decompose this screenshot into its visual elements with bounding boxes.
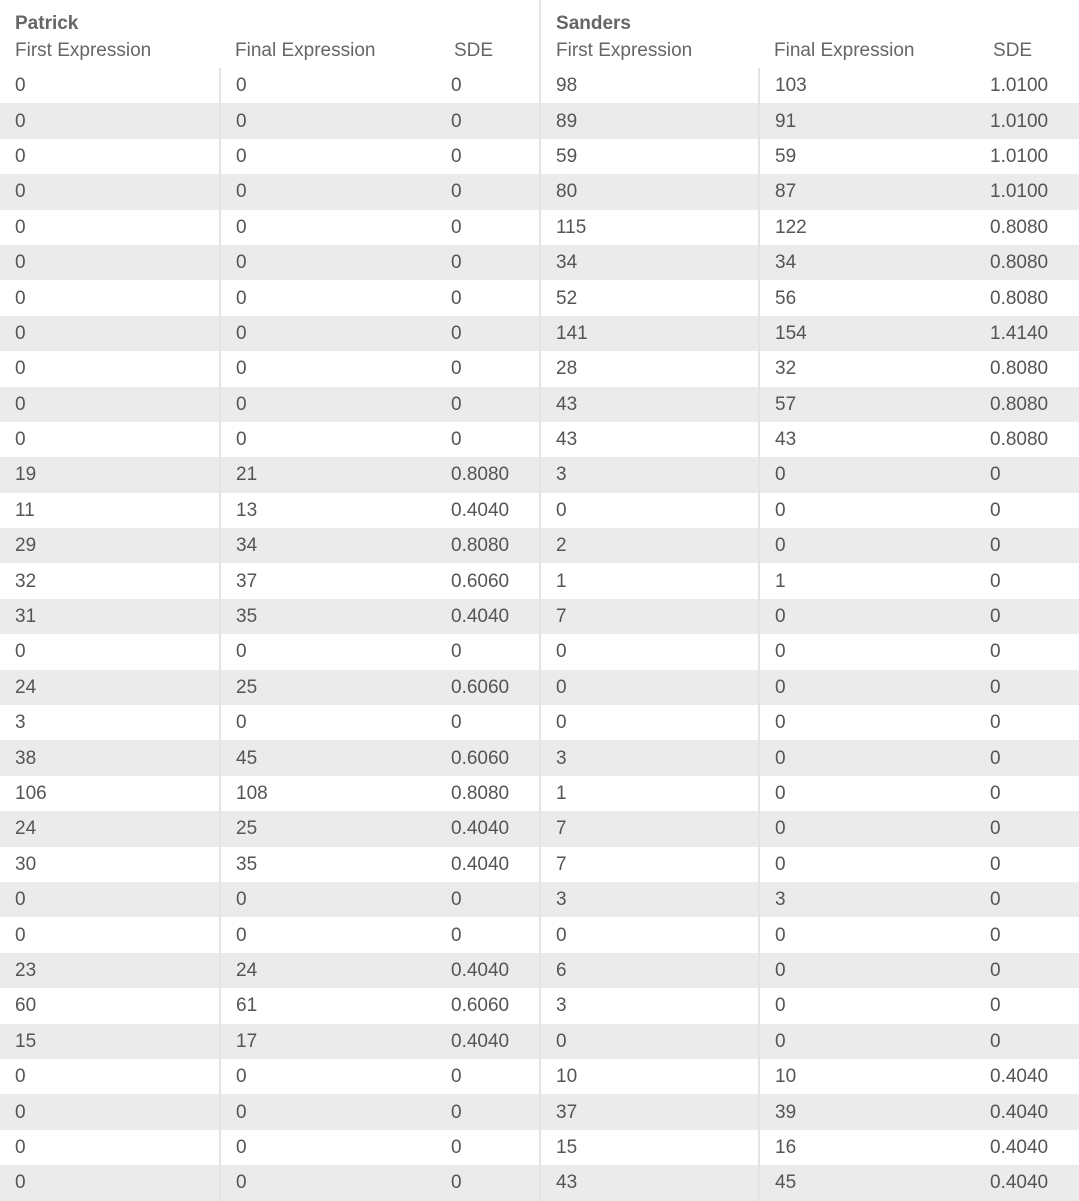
- patrick-sde-cell: 0: [439, 882, 540, 917]
- patrick-final-expression-cell: 34: [220, 528, 439, 563]
- sanders-sde-cell: 0: [978, 1024, 1079, 1059]
- sanders-final-expression-cell: 0: [759, 917, 978, 952]
- table-row[interactable]: [0, 776, 1079, 811]
- patrick-first-expression-cell: 11: [15, 499, 35, 521]
- sanders-final-expression-cell: 57: [759, 387, 978, 422]
- patrick-final-expression-cell: 13: [220, 493, 439, 528]
- sanders-final-expression-cell: 0: [759, 953, 978, 988]
- patrick-final-expression-cell: 0: [220, 1130, 439, 1165]
- sanders-first-expression-cell: 0: [540, 917, 759, 952]
- table-row[interactable]: [0, 316, 1079, 351]
- sanders-final-expression-cell: 34: [759, 245, 978, 280]
- patrick-sde-cell: 0.8080: [439, 528, 540, 563]
- patrick-first-expression-cell: 0: [15, 924, 26, 946]
- patrick-final-expression-cell: 0: [220, 1059, 439, 1094]
- patrick-sde-cell: 0: [439, 103, 540, 138]
- sanders-first-expression-cell: 10: [540, 1059, 759, 1094]
- patrick-sde-cell: 0: [439, 387, 540, 422]
- sanders-final-expression-cell: 0: [759, 599, 978, 634]
- column-header-patrick-final-expression[interactable]: Final Expression: [235, 40, 376, 61]
- sanders-final-expression-cell: 91: [759, 103, 978, 138]
- patrick-final-expression-cell: 37: [220, 563, 439, 598]
- patrick-final-expression-cell: 0: [220, 634, 439, 669]
- table-row[interactable]: [0, 280, 1079, 315]
- patrick-sde-cell: 0: [451, 358, 462, 380]
- sanders-first-expression-cell: 141: [540, 316, 759, 351]
- patrick-first-expression-cell: 0: [0, 387, 220, 422]
- patrick-first-expression-cell: 0: [0, 1165, 220, 1200]
- patrick-sde-cell: 0.6060: [439, 740, 540, 775]
- patrick-first-expression-cell: 29: [0, 528, 220, 563]
- sanders-sde-cell: 0.8080: [990, 358, 1049, 380]
- table-row[interactable]: [0, 68, 1079, 103]
- patrick-sde-cell: 0.4040: [439, 599, 540, 634]
- sanders-final-expression-cell: 10: [759, 1059, 978, 1094]
- sanders-sde-cell: 0: [990, 995, 1001, 1017]
- sanders-first-expression-cell: 0: [540, 705, 759, 740]
- table-row[interactable]: [0, 1024, 1079, 1059]
- sanders-final-expression-cell: 0: [759, 740, 978, 775]
- patrick-sde-cell: 0.4040: [439, 811, 540, 846]
- table-row[interactable]: [0, 422, 1079, 457]
- sanders-first-expression-cell: 1: [540, 776, 759, 811]
- table-row[interactable]: [0, 174, 1079, 209]
- patrick-first-expression-cell: 0: [15, 1066, 26, 1088]
- patrick-sde-cell: 0.8080: [451, 783, 510, 804]
- sanders-sde-cell: 1.0100: [978, 174, 1079, 209]
- patrick-final-expression-cell: 45: [220, 740, 439, 775]
- patrick-final-expression-cell: 0: [220, 917, 439, 952]
- sanders-sde-cell: 0.4040: [978, 1094, 1079, 1129]
- sanders-final-expression-cell: 0: [759, 1024, 978, 1059]
- sanders-final-expression-cell: 1: [759, 563, 978, 598]
- patrick-sde-cell: 0: [451, 216, 462, 238]
- patrick-first-expression-cell: 0: [0, 103, 220, 138]
- table-row[interactable]: [0, 988, 1079, 1023]
- patrick-final-expression-cell: 0: [220, 245, 439, 280]
- patrick-final-expression-cell: 24: [220, 953, 439, 988]
- patrick-final-expression-cell: 0: [220, 387, 439, 422]
- sanders-sde-cell: 0.4040: [978, 1165, 1079, 1200]
- sanders-sde-cell: 0.8080: [990, 216, 1049, 238]
- sanders-sde-cell: 0: [990, 924, 1001, 946]
- patrick-first-expression-cell: 0: [0, 316, 220, 351]
- patrick-final-expression-cell: 0: [220, 139, 439, 174]
- sanders-sde-cell: 0: [978, 740, 1079, 775]
- sanders-first-expression-cell: 7: [540, 811, 759, 846]
- sanders-sde-cell: 0: [990, 641, 1001, 663]
- sanders-sde-cell: 0: [990, 570, 1001, 592]
- sanders-final-expression-cell: 56: [759, 280, 978, 315]
- table-row[interactable]: [0, 634, 1079, 669]
- sanders-sde-cell: 0: [990, 783, 1001, 804]
- table-row[interactable]: [0, 528, 1079, 563]
- patrick-first-expression-cell: 0: [0, 882, 220, 917]
- sanders-sde-cell: 0: [978, 528, 1079, 563]
- sanders-first-expression-cell: 115: [540, 210, 759, 245]
- patrick-sde-cell: 0: [451, 1066, 462, 1088]
- sanders-sde-cell: 0: [978, 599, 1079, 634]
- patrick-sde-cell: 0: [451, 145, 462, 167]
- patrick-first-expression-cell: 0: [15, 641, 26, 663]
- table-row[interactable]: [0, 705, 1079, 740]
- table-row[interactable]: [0, 493, 1079, 528]
- column-header-sanders-sde[interactable]: SDE: [993, 40, 1033, 61]
- sanders-sde-cell: 0.8080: [990, 429, 1049, 451]
- patrick-final-expression-cell: 0: [220, 1094, 439, 1129]
- sanders-final-expression-cell: 0: [759, 705, 978, 740]
- sanders-final-expression-cell: 3: [759, 882, 978, 917]
- table-row[interactable]: [0, 457, 1079, 492]
- table-row[interactable]: [0, 882, 1079, 917]
- patrick-final-expression-cell: 25: [220, 670, 439, 705]
- sanders-final-expression-cell: 0: [759, 776, 978, 811]
- column-header-patrick-first-expression[interactable]: First Expression: [15, 40, 152, 61]
- sanders-final-expression-cell: 103: [759, 68, 978, 103]
- sanders-sde-cell: 0.4040: [990, 1066, 1049, 1088]
- sanders-first-expression-cell: 43: [540, 422, 759, 457]
- patrick-sde-cell: 0: [451, 287, 462, 309]
- sanders-first-expression-cell: 3: [540, 740, 759, 775]
- sanders-sde-cell: 0: [990, 712, 1001, 734]
- patrick-sde-cell: 0.6060: [439, 670, 540, 705]
- table-row[interactable]: [0, 351, 1079, 386]
- sanders-first-expression-cell: 2: [540, 528, 759, 563]
- sanders-sde-cell: 0: [990, 853, 1001, 875]
- patrick-final-expression-cell: 35: [220, 847, 439, 882]
- table-row[interactable]: [0, 740, 1079, 775]
- patrick-first-expression-cell: 15: [0, 1024, 220, 1059]
- sanders-first-expression-cell: 98: [540, 68, 759, 103]
- patrick-final-expression-cell: 0: [220, 882, 439, 917]
- sanders-final-expression-cell: 0: [759, 670, 978, 705]
- table-row[interactable]: [0, 917, 1079, 952]
- patrick-first-expression-cell: 31: [0, 599, 220, 634]
- patrick-sde-cell: 0: [451, 429, 462, 451]
- sanders-sde-cell: 0.8080: [990, 287, 1049, 309]
- sanders-first-expression-cell: 34: [540, 245, 759, 280]
- patrick-final-expression-cell: 0: [220, 210, 439, 245]
- sanders-first-expression-cell: 0: [540, 493, 759, 528]
- sanders-final-expression-cell: 39: [759, 1094, 978, 1129]
- patrick-sde-cell: 0: [451, 924, 462, 946]
- group-header-patrick: Patrick: [15, 13, 79, 34]
- patrick-final-expression-cell: 0: [220, 1165, 439, 1200]
- table-row[interactable]: [0, 210, 1079, 245]
- patrick-first-expression-cell: 23: [0, 953, 220, 988]
- patrick-final-expression-cell: 0: [220, 68, 439, 103]
- sanders-final-expression-cell: 16: [759, 1130, 978, 1165]
- patrick-sde-cell: 0: [439, 245, 540, 280]
- patrick-sde-cell: 0: [451, 641, 462, 663]
- patrick-first-expression-cell: 3: [15, 712, 26, 734]
- table-row[interactable]: [0, 599, 1079, 634]
- sanders-final-expression-cell: 0: [759, 493, 978, 528]
- sanders-final-expression-cell: 0: [759, 528, 978, 563]
- patrick-final-expression-cell: 0: [220, 280, 439, 315]
- table-row[interactable]: [0, 387, 1079, 422]
- sanders-sde-cell: 0.8080: [978, 245, 1079, 280]
- patrick-final-expression-cell: 35: [220, 599, 439, 634]
- patrick-sde-cell: 0.4040: [451, 499, 510, 521]
- sanders-final-expression-cell: 0: [759, 988, 978, 1023]
- patrick-first-expression-cell: 0: [15, 358, 26, 380]
- sanders-sde-cell: 1.0100: [990, 145, 1049, 167]
- sanders-final-expression-cell: 87: [759, 174, 978, 209]
- patrick-sde-cell: 0: [439, 174, 540, 209]
- sanders-first-expression-cell: 0: [540, 634, 759, 669]
- patrick-final-expression-cell: 21: [220, 457, 439, 492]
- patrick-sde-cell: 0: [439, 316, 540, 351]
- patrick-first-expression-cell: 0: [0, 174, 220, 209]
- sanders-final-expression-cell: 154: [759, 316, 978, 351]
- patrick-first-expression-cell: 0: [0, 245, 220, 280]
- sanders-first-expression-cell: 80: [540, 174, 759, 209]
- patrick-first-expression-cell: 0: [15, 287, 26, 309]
- patrick-sde-cell: 0: [451, 712, 462, 734]
- sanders-final-expression-cell: 0: [759, 847, 978, 882]
- sanders-final-expression-cell: 0: [759, 634, 978, 669]
- sanders-first-expression-cell: 43: [540, 387, 759, 422]
- sanders-sde-cell: 0.4040: [990, 1136, 1049, 1158]
- sanders-first-expression-cell: 59: [540, 139, 759, 174]
- sanders-first-expression-cell: 0: [540, 1024, 759, 1059]
- table-row[interactable]: [0, 103, 1079, 138]
- sanders-first-expression-cell: 37: [540, 1094, 759, 1129]
- sanders-first-expression-cell: 7: [540, 599, 759, 634]
- patrick-sde-cell: 0.4040: [439, 1024, 540, 1059]
- table-header: [0, 0, 1079, 68]
- sanders-sde-cell: 0: [978, 882, 1079, 917]
- patrick-final-expression-cell: 0: [220, 316, 439, 351]
- patrick-sde-cell: 0: [439, 1165, 540, 1200]
- sanders-sde-cell: 0: [978, 670, 1079, 705]
- patrick-final-expression-cell: 0: [220, 174, 439, 209]
- sanders-first-expression-cell: 43: [540, 1165, 759, 1200]
- column-header-sanders-first-expression[interactable]: First Expression: [540, 36, 759, 68]
- patrick-sde-cell: 0.6060: [451, 570, 510, 592]
- sanders-first-expression-cell: 3: [540, 882, 759, 917]
- patrick-sde-cell: 0.4040: [451, 853, 510, 875]
- sanders-final-expression-cell: 43: [759, 422, 978, 457]
- patrick-first-expression-cell: 0: [15, 216, 26, 238]
- sanders-first-expression-cell: 28: [540, 351, 759, 386]
- table-row[interactable]: [0, 1094, 1079, 1129]
- table-row[interactable]: [0, 1059, 1079, 1094]
- table-row[interactable]: [0, 847, 1079, 882]
- patrick-first-expression-cell: 24: [0, 670, 220, 705]
- patrick-first-expression-cell: 24: [0, 811, 220, 846]
- patrick-first-expression-cell: 60: [15, 995, 37, 1017]
- table-row[interactable]: [0, 953, 1079, 988]
- sanders-final-expression-cell: 59: [759, 139, 978, 174]
- patrick-first-expression-cell: 0: [15, 429, 26, 451]
- patrick-final-expression-cell: 61: [220, 988, 439, 1023]
- sanders-sde-cell: 1.4140: [978, 316, 1079, 351]
- patrick-sde-cell: 0.8080: [439, 457, 540, 492]
- group-header-sanders: Sanders: [540, 0, 1079, 36]
- patrick-sde-cell: 0.4040: [439, 953, 540, 988]
- sanders-sde-cell: 0.8080: [978, 387, 1079, 422]
- patrick-final-expression-cell: 0: [220, 103, 439, 138]
- patrick-first-expression-cell: 106: [15, 783, 47, 804]
- patrick-sde-cell: 0: [439, 1094, 540, 1129]
- sanders-first-expression-cell: 0: [540, 670, 759, 705]
- table-row[interactable]: [0, 670, 1079, 705]
- table-row[interactable]: [0, 811, 1079, 846]
- patrick-sde-cell: 0.6060: [451, 995, 510, 1017]
- sanders-sde-cell: 0: [978, 953, 1079, 988]
- table-row[interactable]: [0, 1165, 1079, 1200]
- sanders-sde-cell: 1.0100: [990, 75, 1049, 97]
- patrick-first-expression-cell: 32: [15, 570, 37, 592]
- patrick-first-expression-cell: 19: [0, 457, 220, 492]
- sanders-first-expression-cell: 89: [540, 103, 759, 138]
- sanders-first-expression-cell: 52: [540, 280, 759, 315]
- sanders-first-expression-cell: 7: [540, 847, 759, 882]
- patrick-first-expression-cell: 0: [15, 145, 26, 167]
- sanders-final-expression-cell: 0: [759, 811, 978, 846]
- sanders-sde-cell: 0: [990, 499, 1001, 521]
- patrick-first-expression-cell: 0: [0, 1094, 220, 1129]
- sanders-sde-cell: 0: [978, 811, 1079, 846]
- sanders-sde-cell: 0: [978, 457, 1079, 492]
- patrick-sde-cell: 0: [451, 75, 462, 97]
- sanders-final-expression-cell: 32: [759, 351, 978, 386]
- patrick-first-expression-cell: 38: [0, 740, 220, 775]
- column-header-sanders-final-expression[interactable]: Final Expression: [774, 40, 915, 61]
- sanders-first-expression-cell: 6: [540, 953, 759, 988]
- patrick-final-expression-cell: 0: [220, 351, 439, 386]
- patrick-final-expression-cell: 0: [220, 422, 439, 457]
- sanders-first-expression-cell: 3: [540, 988, 759, 1023]
- table-row[interactable]: [0, 245, 1079, 280]
- table-body: [0, 68, 1079, 1201]
- table-row[interactable]: [0, 563, 1079, 598]
- sanders-final-expression-cell: 45: [759, 1165, 978, 1200]
- patrick-first-expression-cell: 30: [15, 853, 37, 875]
- table-row[interactable]: [0, 139, 1079, 174]
- patrick-final-expression-cell: 25: [220, 811, 439, 846]
- patrick-final-expression-cell: 17: [220, 1024, 439, 1059]
- sanders-final-expression-cell: 122: [759, 210, 978, 245]
- patrick-sde-cell: 0: [451, 1136, 462, 1158]
- patrick-first-expression-cell: 0: [15, 1136, 26, 1158]
- sanders-first-expression-cell: 15: [540, 1130, 759, 1165]
- column-header-patrick-sde[interactable]: SDE: [454, 40, 494, 61]
- sanders-first-expression-cell: 1: [540, 563, 759, 598]
- table-row[interactable]: [0, 1130, 1079, 1165]
- patrick-final-expression-cell: 108: [220, 776, 439, 811]
- sanders-first-expression-cell: 3: [540, 457, 759, 492]
- sanders-sde-cell: 1.0100: [978, 103, 1079, 138]
- patrick-first-expression-cell: 0: [15, 75, 26, 97]
- patrick-final-expression-cell: 0: [220, 705, 439, 740]
- sanders-final-expression-cell: 0: [759, 457, 978, 492]
